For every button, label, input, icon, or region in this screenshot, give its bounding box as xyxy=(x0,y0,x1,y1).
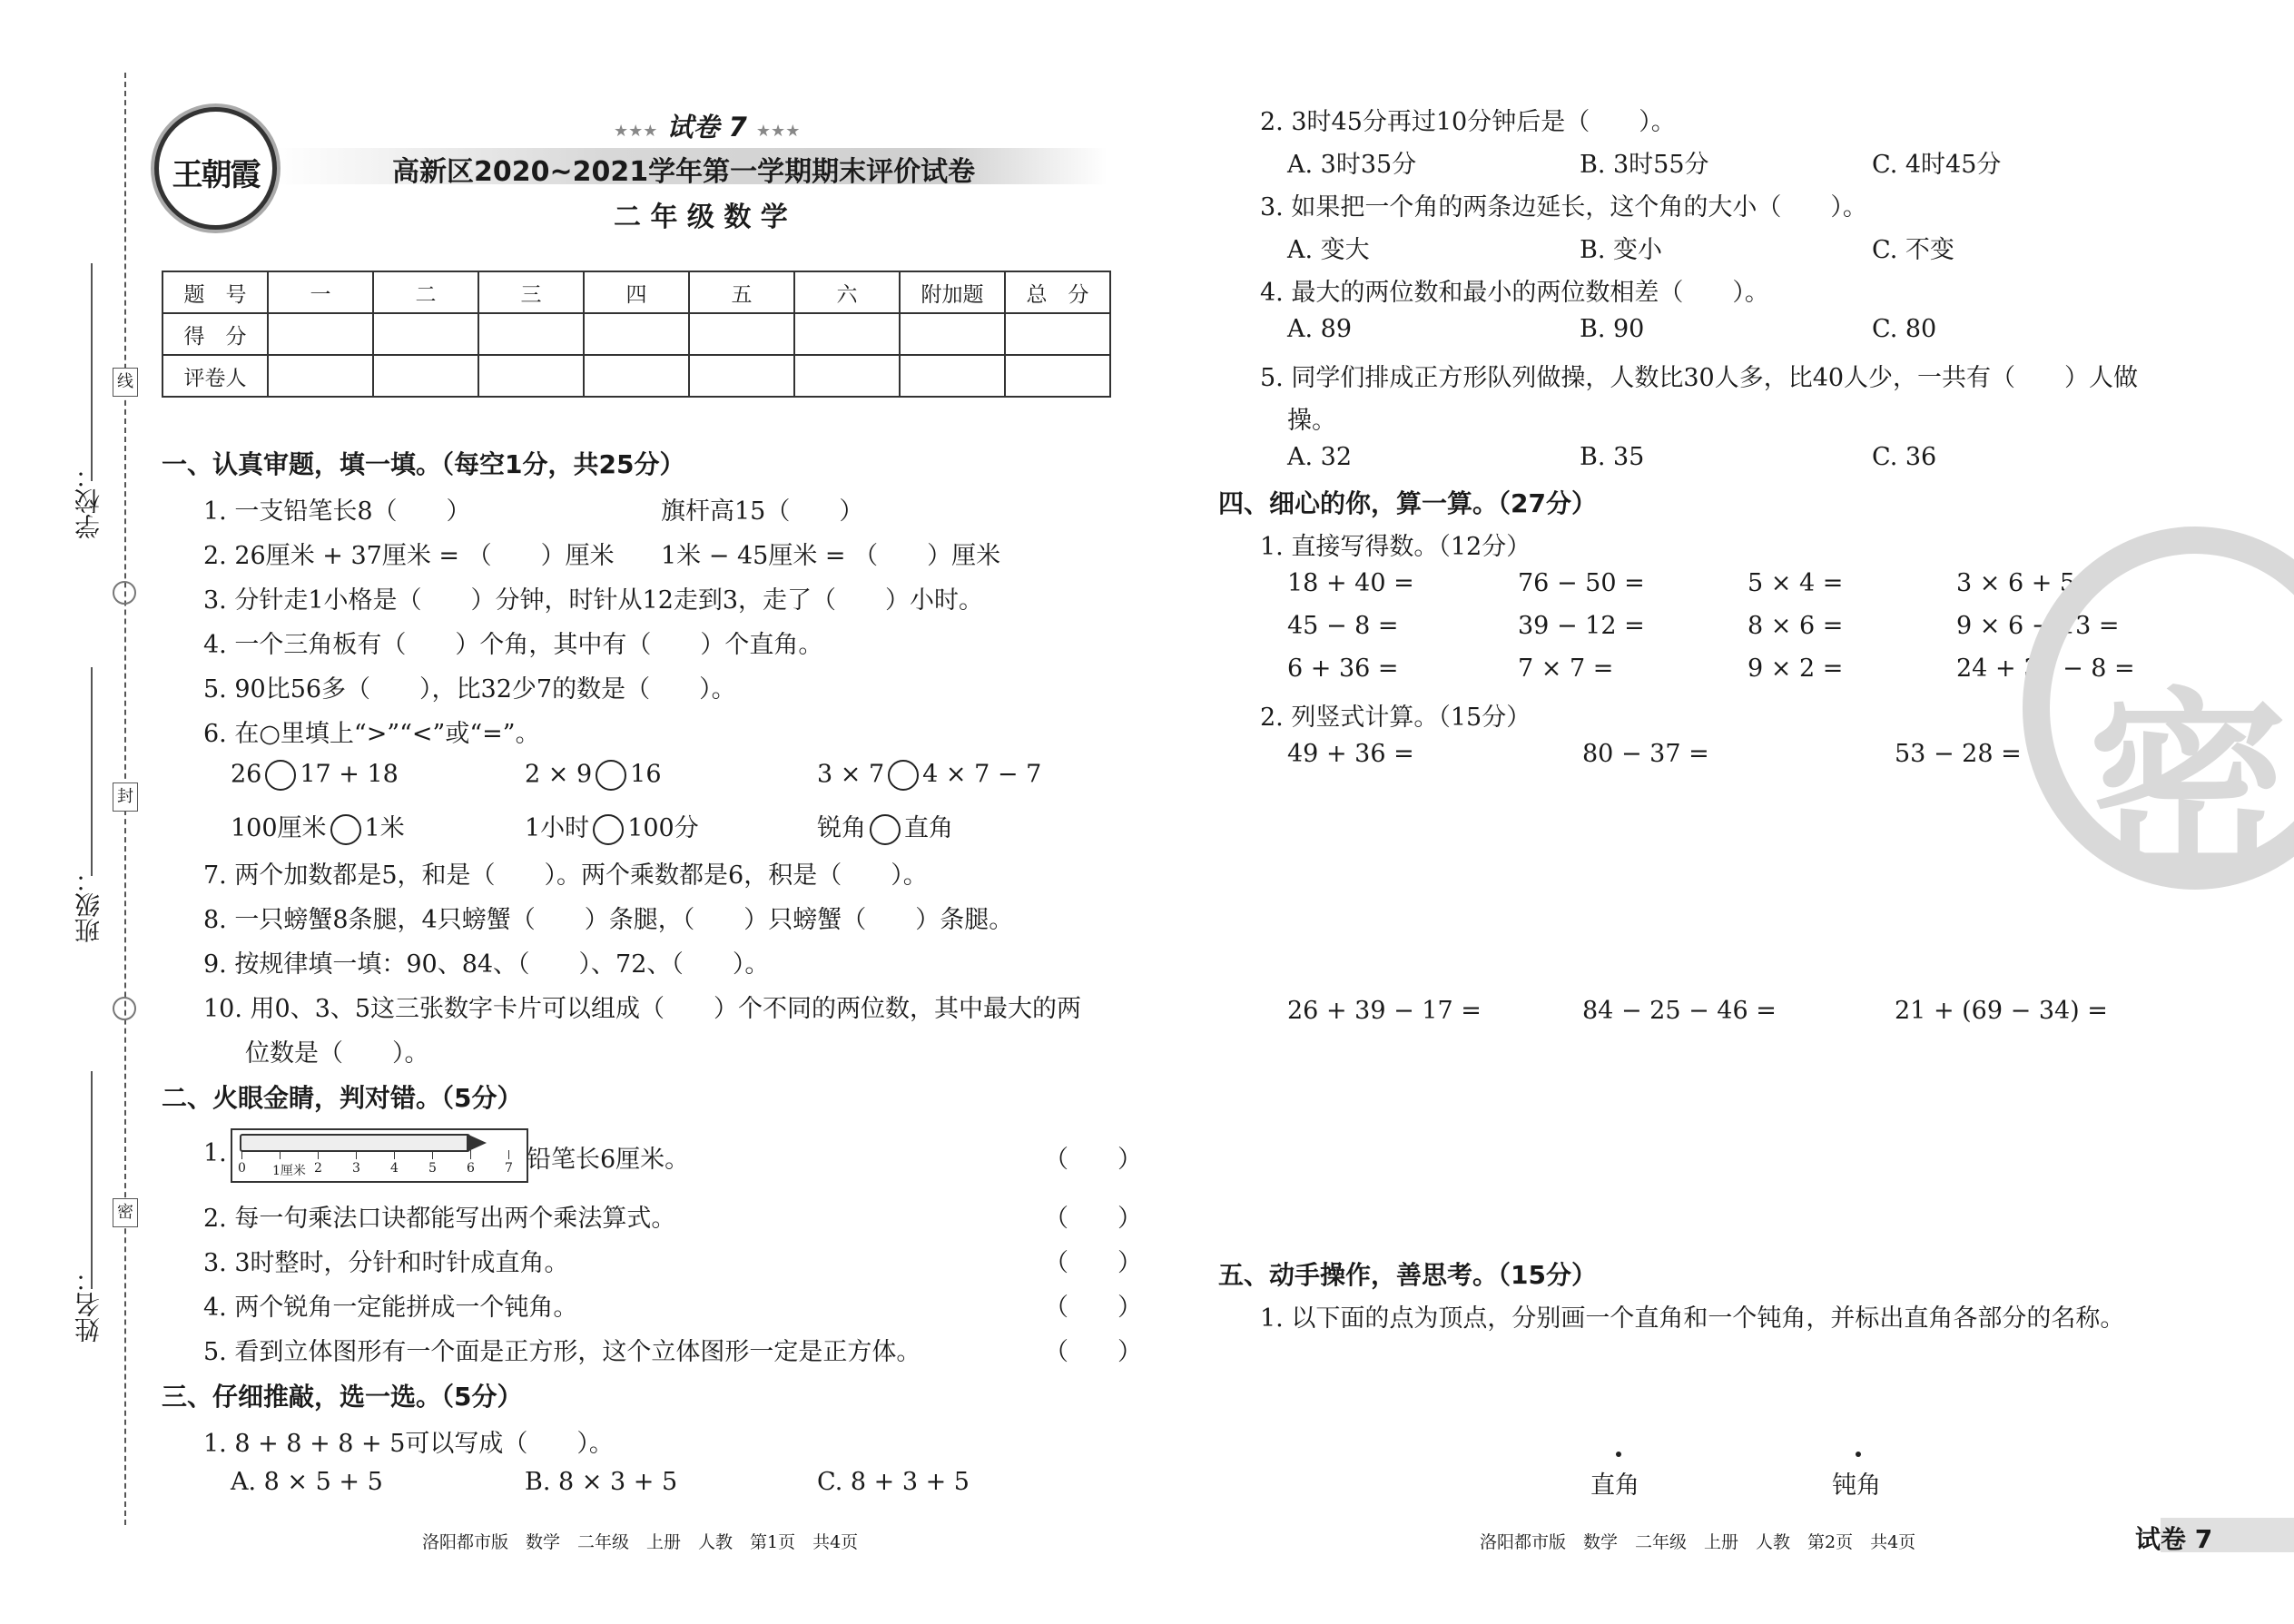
question-text: 4. 最大的两位数和最小的两位数相差（ ）。 xyxy=(1260,279,1769,307)
circle-blank[interactable] xyxy=(330,814,361,845)
grader-cell[interactable] xyxy=(373,355,478,397)
option[interactable]: B. 变小 xyxy=(1580,236,1663,264)
question-text: 3. 3时整时，分针和时针成直角。 xyxy=(203,1249,569,1277)
question-text: 2. 3时45分再过10分钟后是（ ）。 xyxy=(1260,108,1676,136)
brand-logo xyxy=(154,107,277,230)
ruler-label: 0 xyxy=(238,1161,246,1176)
section-3-title: 三、仔细推敲，选一选。（5分） xyxy=(162,1382,523,1412)
vertical-calc: 49 + 36 = xyxy=(1287,740,1414,768)
oral-calc: 6 + 36 = xyxy=(1287,655,1399,683)
table-header-cell: 附加题 xyxy=(900,271,1005,313)
score-cell[interactable] xyxy=(478,313,584,355)
circle-blank[interactable] xyxy=(593,814,624,845)
star-icon: ★★★ xyxy=(755,122,801,141)
table-row xyxy=(162,271,1110,313)
grader-cell[interactable] xyxy=(794,355,900,397)
oral-calc: 5 × 4 = xyxy=(1748,569,1844,597)
grader-cell[interactable] xyxy=(900,355,1005,397)
school-line xyxy=(91,263,93,481)
question-text: 1米 − 45厘米 = （ ）厘米 xyxy=(661,542,1001,570)
circle-blank[interactable] xyxy=(265,760,296,791)
option[interactable]: A. 8 × 5 + 5 xyxy=(231,1468,383,1496)
seal-char-secret: 密 xyxy=(113,1198,138,1227)
vertical-calc: 80 − 37 = xyxy=(1582,740,1709,768)
table-header-cell: 一 xyxy=(268,271,373,313)
option[interactable]: A. 32 xyxy=(1287,443,1353,471)
table-header-cell: 二 xyxy=(373,271,478,313)
table-row xyxy=(162,355,1110,397)
oral-calc: 9 × 6 − 13 = xyxy=(1956,612,2120,640)
question-text: 4. 两个锐角一定能拼成一个钝角。 xyxy=(203,1294,578,1322)
table-header-cell: 四 xyxy=(584,271,689,313)
option[interactable]: B. 90 xyxy=(1580,315,1645,343)
class-label: 班级： xyxy=(74,867,103,943)
circle-blank[interactable] xyxy=(596,760,626,791)
table-row xyxy=(162,313,1110,355)
oral-calc: 76 − 50 = xyxy=(1518,569,1645,597)
circle-blank[interactable] xyxy=(888,760,919,791)
score-cell[interactable] xyxy=(268,313,373,355)
question-text: 5. 90比56多（ ），比32少7的数是（ ）。 xyxy=(203,675,736,704)
option[interactable]: C. 36 xyxy=(1872,443,1937,471)
compare-item: 26 17 + 18 xyxy=(231,760,399,791)
question-text: 位数是（ ）。 xyxy=(245,1039,429,1068)
exam-title: 高新区2020~2021学年第一学期期末评价试卷 xyxy=(392,156,976,188)
question-text: 6. 在○里填上“>”“<”或“=”。 xyxy=(203,720,540,748)
class-line xyxy=(91,667,93,876)
question-text: 4. 一个三角板有（ ）个角，其中有（ ）个直角。 xyxy=(203,631,823,659)
section-4-title: 四、细心的你，算一算。（27分） xyxy=(1218,488,1597,518)
answer-paren[interactable]: （ ） xyxy=(1044,1249,1142,1277)
ruler-label: 4 xyxy=(390,1161,399,1176)
question-text: 3. 分针走1小格是（ ）分钟，时针从12走到3，走了（ ）小时。 xyxy=(203,586,984,615)
option[interactable]: C. 8 + 3 + 5 xyxy=(817,1468,970,1496)
pencil-tip xyxy=(467,1134,487,1152)
vertical-calc: 21 + (69 − 34) = xyxy=(1895,997,2108,1025)
answer-paren[interactable]: （ ） xyxy=(1044,1205,1142,1233)
answer-paren[interactable]: （ ） xyxy=(1044,1294,1142,1322)
exam-subject: 二 年 级 数 学 xyxy=(614,202,788,233)
ruler-label: 3 xyxy=(352,1161,360,1176)
page-footer-right: 洛阳都市版 数学 二年级 上册 人教 第2页 共4页 xyxy=(1480,1532,1916,1552)
ruler-label: 6 xyxy=(467,1161,475,1176)
section-5-title: 五、动手操作，善思考。（15分） xyxy=(1218,1260,1597,1290)
ruler-label: 2 xyxy=(314,1161,322,1176)
table-header-cell: 总 分 xyxy=(1005,271,1110,313)
corner-series: 试卷 7 xyxy=(2135,1524,2213,1554)
option[interactable]: B. 3时55分 xyxy=(1580,151,1709,179)
angle-label: 钝角 xyxy=(1832,1471,1881,1500)
school-label: 学校： xyxy=(74,463,103,539)
row-label: 评卷人 xyxy=(162,355,268,397)
oral-calc: 3 × 6 + 5 = xyxy=(1956,569,2104,597)
grader-cell[interactable] xyxy=(584,355,689,397)
oral-calc: 7 × 7 = xyxy=(1518,655,1614,683)
question-text: 9. 按规律填一填：90、84、（ ）、72、（ ）。 xyxy=(203,950,770,979)
grader-cell[interactable] xyxy=(1005,355,1110,397)
compare-item: 3 × 7 4 × 7 − 7 xyxy=(817,760,1041,791)
angle-label: 直角 xyxy=(1590,1471,1639,1500)
sub-question: 2. 列竖式计算。（15分） xyxy=(1260,704,1531,732)
spiral-icon xyxy=(113,581,136,605)
vertical-calc: 26 + 39 − 17 = xyxy=(1287,997,1482,1025)
grader-cell[interactable] xyxy=(689,355,794,397)
seal-char-line: 线 xyxy=(113,368,138,397)
option[interactable]: B. 8 × 3 + 5 xyxy=(525,1468,678,1496)
option[interactable]: C. 80 xyxy=(1872,315,1937,343)
question-text: 旗杆高15（ ） xyxy=(661,497,864,526)
score-cell[interactable] xyxy=(900,313,1005,355)
question-text: 10. 用0、3、5这三张数字卡片可以组成（ ）个不同的两位数，其中最大的两 xyxy=(203,995,1082,1023)
ruler-label: 7 xyxy=(505,1161,513,1176)
circle-blank[interactable] xyxy=(870,814,901,845)
vertical-calc: 53 − 28 = xyxy=(1895,740,2022,768)
question-text: 5. 看到立体图形有一个面是正方形，这个立体图形一定是正方体。 xyxy=(203,1338,921,1366)
compare-item: 2 × 9 16 xyxy=(525,760,662,791)
question-number: 1. xyxy=(203,1139,227,1167)
compare-item: 100厘米 1米 xyxy=(231,808,405,845)
question-text: 1. 8 + 8 + 8 + 5可以写成（ ）。 xyxy=(203,1430,614,1458)
score-table xyxy=(162,271,1111,398)
question-text: 7. 两个加数都是5，和是（ ）。两个乘数都是6，积是（ ）。 xyxy=(203,861,928,890)
section-1-title: 一、认真审题，填一填。（每空1分，共25分） xyxy=(162,449,685,479)
ruler-label: 1厘米 xyxy=(272,1164,306,1178)
table-header-cell: 六 xyxy=(794,271,900,313)
option[interactable]: C. 4时45分 xyxy=(1872,151,2002,179)
score-cell[interactable] xyxy=(1005,313,1110,355)
option[interactable]: B. 35 xyxy=(1580,443,1645,471)
oral-calc: 9 × 2 = xyxy=(1748,655,1844,683)
compare-item: 锐角 直角 xyxy=(817,808,953,845)
question-text: 1. 一支铅笔长8（ ） xyxy=(203,497,471,526)
answer-paren[interactable]: （ ） xyxy=(1044,1338,1142,1366)
oral-calc: 8 × 6 = xyxy=(1748,612,1844,640)
oral-calc: 45 − 8 = xyxy=(1287,612,1399,640)
grader-cell[interactable] xyxy=(268,355,373,397)
question-text: 铅笔长6厘米。 xyxy=(527,1146,690,1174)
name-line xyxy=(91,1071,93,1289)
question-text: 8. 一只螃蟹8条腿，4只螃蟹（ ）条腿，（ ）只螃蟹（ ）条腿。 xyxy=(203,906,1014,934)
score-cell[interactable] xyxy=(373,313,478,355)
table-header-cell: 五 xyxy=(689,271,794,313)
name-label: 姓名： xyxy=(74,1266,103,1343)
spiral-icon xyxy=(113,997,136,1020)
question-text: 5. 同学们排成正方形队列做操，人数比30人多，比40人少，一共有（ ）人做 xyxy=(1260,364,2139,392)
ruler-illustration xyxy=(231,1128,528,1183)
vertical-calc: 84 − 25 − 46 = xyxy=(1582,997,1777,1025)
row-label: 得 分 xyxy=(162,313,268,355)
grader-cell[interactable] xyxy=(478,355,584,397)
pencil-icon xyxy=(240,1134,470,1152)
score-cell[interactable] xyxy=(689,313,794,355)
vertex-point[interactable] xyxy=(1856,1452,1861,1457)
compare-item: 1小时 100分 xyxy=(525,808,699,845)
ruler-label: 5 xyxy=(428,1161,437,1176)
series-label: ★★★ 试卷 7 ★★★ xyxy=(614,112,801,143)
option[interactable]: A. 89 xyxy=(1287,315,1353,343)
question-text: 3. 如果把一个角的两条边延长，这个角的大小（ ）。 xyxy=(1260,193,1867,221)
brand-name: 王朝霞 xyxy=(172,157,260,193)
oral-calc: 18 + 40 = xyxy=(1287,569,1414,597)
option[interactable]: C. 不变 xyxy=(1872,236,1954,264)
sub-question: 1. 直接写得数。（12分） xyxy=(1260,533,1531,561)
table-header-cell: 三 xyxy=(478,271,584,313)
section-2-title: 二、火眼金睛，判对错。（5分） xyxy=(162,1083,523,1113)
option[interactable]: A. 变大 xyxy=(1287,236,1370,264)
option[interactable]: A. 3时35分 xyxy=(1287,151,1417,179)
page-footer-left: 洛阳都市版 数学 二年级 上册 人教 第1页 共4页 xyxy=(422,1532,859,1552)
answer-paren[interactable]: （ ） xyxy=(1044,1146,1142,1174)
score-cell[interactable] xyxy=(794,313,900,355)
oral-calc: 39 − 12 = xyxy=(1518,612,1645,640)
seal-char-seal: 封 xyxy=(113,782,138,812)
star-icon: ★★★ xyxy=(614,122,658,141)
table-header-cell: 题 号 xyxy=(162,271,268,313)
question-text: 1. 以下面的点为顶点，分别画一个直角和一个钝角，并标出直角各部分的名称。 xyxy=(1260,1304,2125,1333)
secret-watermark-icon: 密 xyxy=(2088,671,2289,903)
question-text: 操。 xyxy=(1287,407,1336,435)
oral-calc: 24 + 30 − 8 = xyxy=(1956,655,2135,683)
question-text: 2. 每一句乘法口诀都能写出两个乘法算式。 xyxy=(203,1205,676,1233)
score-cell[interactable] xyxy=(584,313,689,355)
vertex-point[interactable] xyxy=(1616,1452,1621,1457)
question-text: 2. 26厘米 + 37厘米 = （ ）厘米 xyxy=(203,542,615,570)
